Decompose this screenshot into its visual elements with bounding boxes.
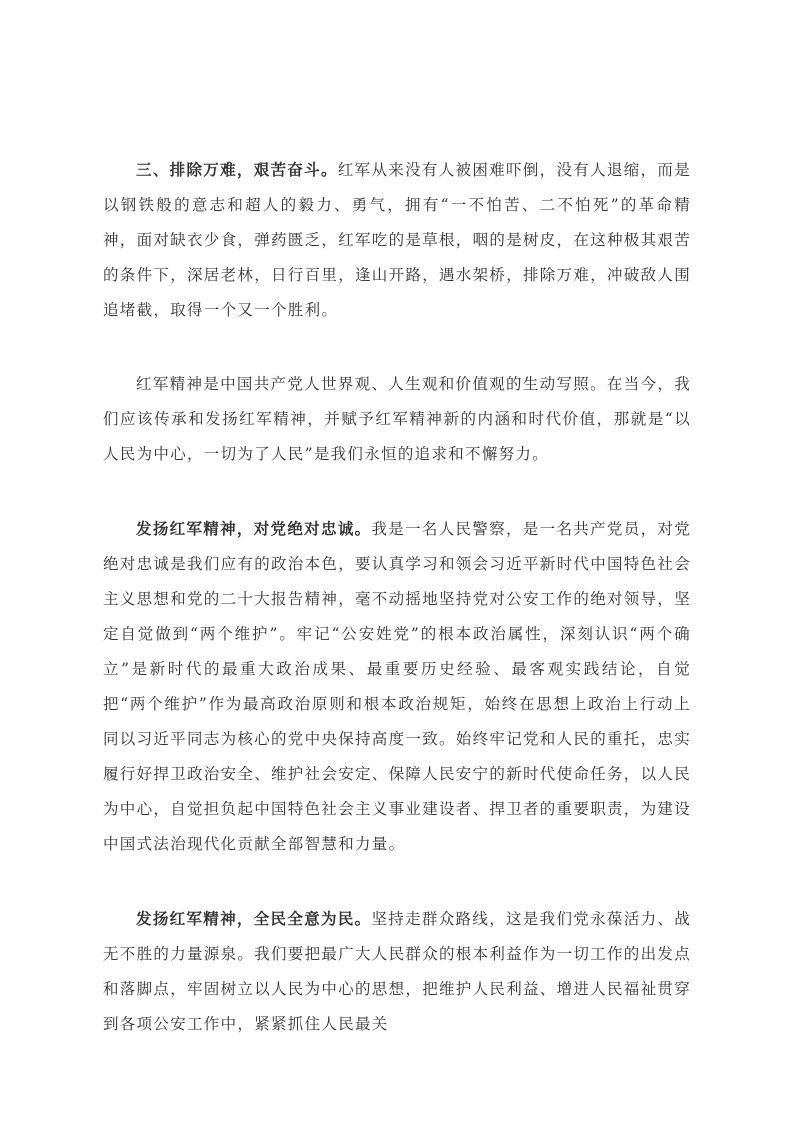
- paragraph-body: 坚持走群众路线，这是我们党永葆活力、战无不胜的力量源泉。我们要把最广大人民群众的根本利益作为一切工作的出发点和落脚点，牢固树立以人民为中心的思想，把维护人民利益、增进人民福祉贯穿到各项公安工作中，紧紧抓住人民最关: [103, 910, 692, 1033]
- paragraph-loyalty-to-party: [103, 511, 691, 862]
- paragraph-serve-the-people: [103, 901, 691, 1042]
- document-page: [103, 152, 691, 1081]
- paragraph-heading: 发扬红军精神，全民全意为民。: [136, 909, 372, 928]
- paragraph-body: 红军从来没有人被困难吓倒，没有人退缩，而是以钢铁般的意志和超人的毅力、勇气，拥有“一不怕苦、二不怕死”的革命精神，面对缺衣少食，弹药匮乏，红军吃的是草根，咽的是树皮，在这种极其艰苦的条件下，深居老林，日行百里，逢山开路，遇水架桥，排除万难，冲破敌人围追堵截，取得一个又一个胜利。: [103, 161, 692, 319]
- paragraph-heading: 发扬红军精神，对党绝对忠诚。: [136, 519, 372, 538]
- paragraph-overcome-difficulties: [103, 152, 691, 328]
- paragraph-body: 红军精神是中国共产党人世界观、人生观和价值观的生动写照。在当今，我们应该传承和发扬红军精神，并赋予红军精神新的内涵和时代价值，那就是“以人民为中心，一切为了人民”是我们永恒的追求和不懈努力。: [103, 375, 691, 463]
- paragraph-heading: 三、排除万难，艰苦奋斗。: [136, 160, 338, 179]
- paragraph-red-army-spirit: [103, 367, 691, 472]
- paragraph-body: 我是一名人民警察，是一名共产党员，对党绝对忠诚是我们应有的政治本色，要认真学习和领会习近平新时代中国特色社会主义思想和党的二十大报告精神，毫不动摇地坚持党对公安工作的绝对领导，坚定自觉做到“两个维护”。牢记“公安姓党”的根本政治属性，深刻认识“两个确立”是新时代的最重大政治成果、最重要历史经验、最客观实践结论，自觉把“两个维护”作为最高政治原则和根本政治规矩，始终在思想上政治上行动上同以习近平同志为核心的党中央保持高度一致。始终牢记党和人民的重托，忠实履行好捍卫政治安全、维护社会安定、保障人民安宁的新时代使命任务，以人民为中心，自觉担负起中国特色社会主义事业建设者、捍卫者的重要职责，为建设中国式法治现代化贡献全部智慧和力量。: [103, 520, 692, 853]
